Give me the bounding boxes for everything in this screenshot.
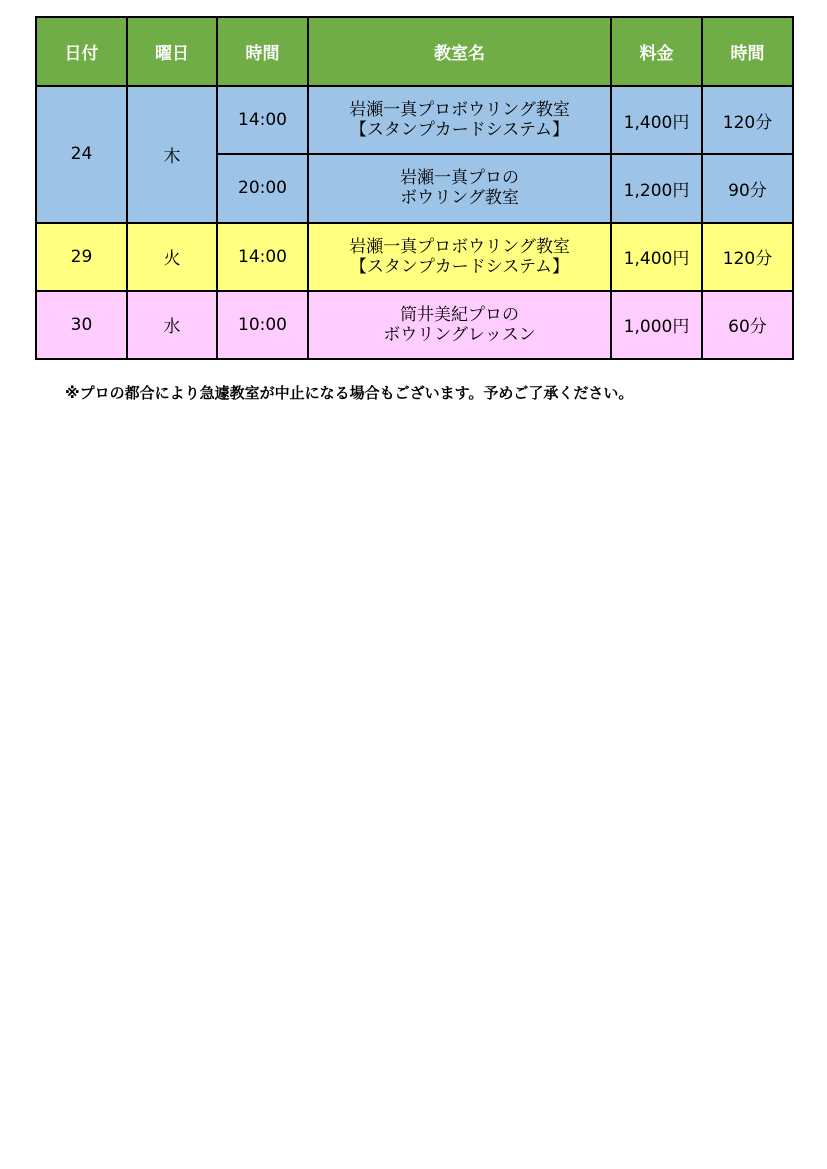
class-name-cell (308, 223, 611, 291)
class-name-line1: 岩瀬一真プロボウリング教室 (349, 100, 570, 121)
duration-cell: 60分 (702, 291, 793, 359)
header-row (36, 17, 793, 86)
date-cell: 24 (36, 86, 127, 223)
class-name-line2: ボウリング教室 (400, 188, 519, 209)
time-cell: 14:00 (217, 223, 308, 291)
fee-cell: 1,200円 (611, 154, 702, 222)
table-row (36, 291, 793, 359)
table-row (36, 86, 793, 154)
duration-cell: 120分 (702, 223, 793, 291)
fee-cell: 1,000円 (611, 291, 702, 359)
header-weekday: 曜日 (127, 17, 217, 86)
class-name-cell (308, 86, 611, 154)
weekday-cell: 火 (127, 223, 217, 291)
time-cell: 10:00 (217, 291, 308, 359)
weekday-cell: 水 (127, 291, 217, 359)
duration-cell: 90分 (702, 154, 793, 222)
class-name-line2: 【スタンプカードシステム】 (349, 120, 570, 141)
class-name-line1: 筒井美紀プロの (400, 304, 519, 325)
date-cell: 29 (36, 223, 127, 291)
class-name-line1: 岩瀬一真プロボウリング教室 (349, 236, 570, 257)
header-duration: 時間 (702, 17, 793, 86)
class-name-line2: ボウリングレッスン (383, 324, 536, 345)
schedule-table (35, 16, 794, 360)
time-cell: 20:00 (217, 154, 308, 222)
header-date: 日付 (36, 17, 127, 86)
table-row (36, 223, 793, 291)
class-name-line1: 岩瀬一真プロの (400, 168, 519, 189)
cancellation-note: ※プロの都合により急遽教室が中止になる場合もございます。予めご了承ください。 (65, 384, 634, 402)
class-name-cell (308, 154, 611, 222)
fee-cell: 1,400円 (611, 223, 702, 291)
weekday-cell: 木 (127, 86, 217, 223)
header-time: 時間 (217, 17, 308, 86)
fee-cell: 1,400円 (611, 86, 702, 154)
class-name-cell (308, 291, 611, 359)
date-cell: 30 (36, 291, 127, 359)
header-class-name: 教室名 (308, 17, 611, 86)
duration-cell: 120分 (702, 86, 793, 154)
class-name-line2: 【スタンプカードシステム】 (349, 256, 570, 277)
time-cell: 14:00 (217, 86, 308, 154)
header-fee: 料金 (611, 17, 702, 86)
